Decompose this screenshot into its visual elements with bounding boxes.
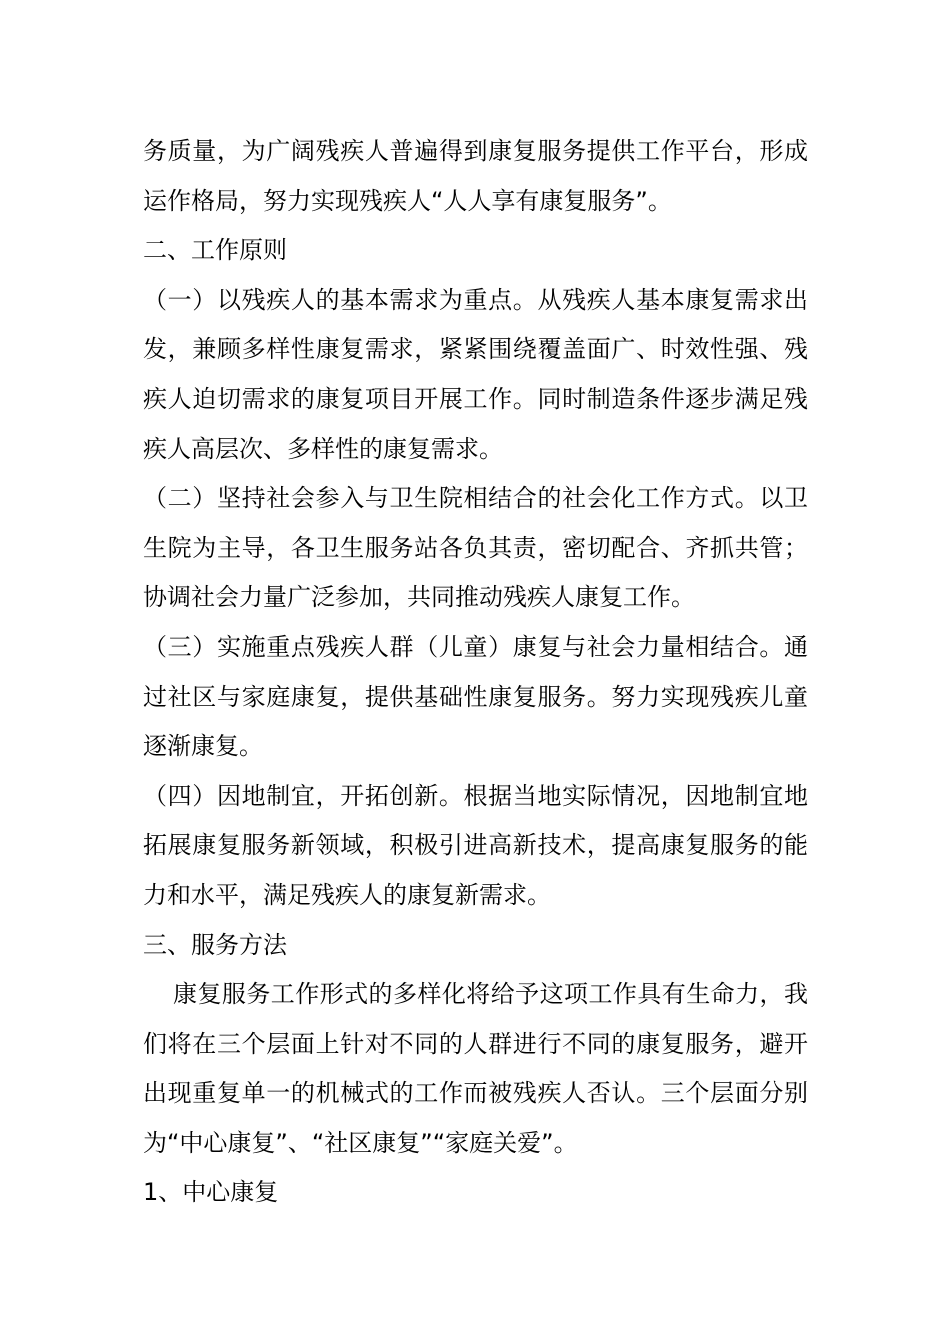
heading-service-methods: 三、服务方法: [143, 930, 287, 959]
paragraph-service-methods: 康复服务工作形式的多样化将给予这项工作具有生命力，我们将在三个层面上针对不同的人群进行不同的康复服务，避开出现重复单一的机械式的工作而被残疾人否认。三个层面分别为“中心康复”、“社区康复”“家庭关爱”。: [143, 980, 808, 1157]
paragraph-service-quality: 务质量，为广阔残疾人普遍得到康复服务提供工作平台，形成运作格局，努力实现残疾人“人人享有康复服务”。: [143, 137, 808, 215]
paragraph-principle-2: （二）坚持社会参入与卫生院相结合的社会化工作方式。以卫生院为主导，各卫生服务站各负其责，密切配合、齐抓共管；协调社会力量广泛参加，共同推动残疾人康复工作。: [143, 484, 808, 612]
heading-work-principles: 二、工作原则: [143, 236, 287, 265]
heading-center-rehab: 1、中心康复: [143, 1178, 279, 1207]
paragraph-principle-1: （一）以残疾人的基本需求为重点。从残疾人基本康复需求出发，兼顾多样性康复需求，紧紧围绕覆盖面广、时效性强、残疾人迫切需求的康复项目开展工作。同时制造条件逐步满足残疾人高层次、多样性的康复需求。: [143, 285, 808, 463]
document-body: [143, 127, 808, 1218]
paragraph-principle-4: （四）因地制宜，开拓创新。根据当地实际情况，因地制宜地拓展康复服务新领域，积极引进高新技术，提高康复服务的能力和水平，满足残疾人的康复新需求。: [143, 781, 808, 909]
paragraph-principle-3: （三）实施重点残疾人群（儿童）康复与社会力量相结合。通过社区与家庭康复，提供基础性康复服务。努力实现残疾儿童逐渐康复。: [143, 632, 808, 761]
